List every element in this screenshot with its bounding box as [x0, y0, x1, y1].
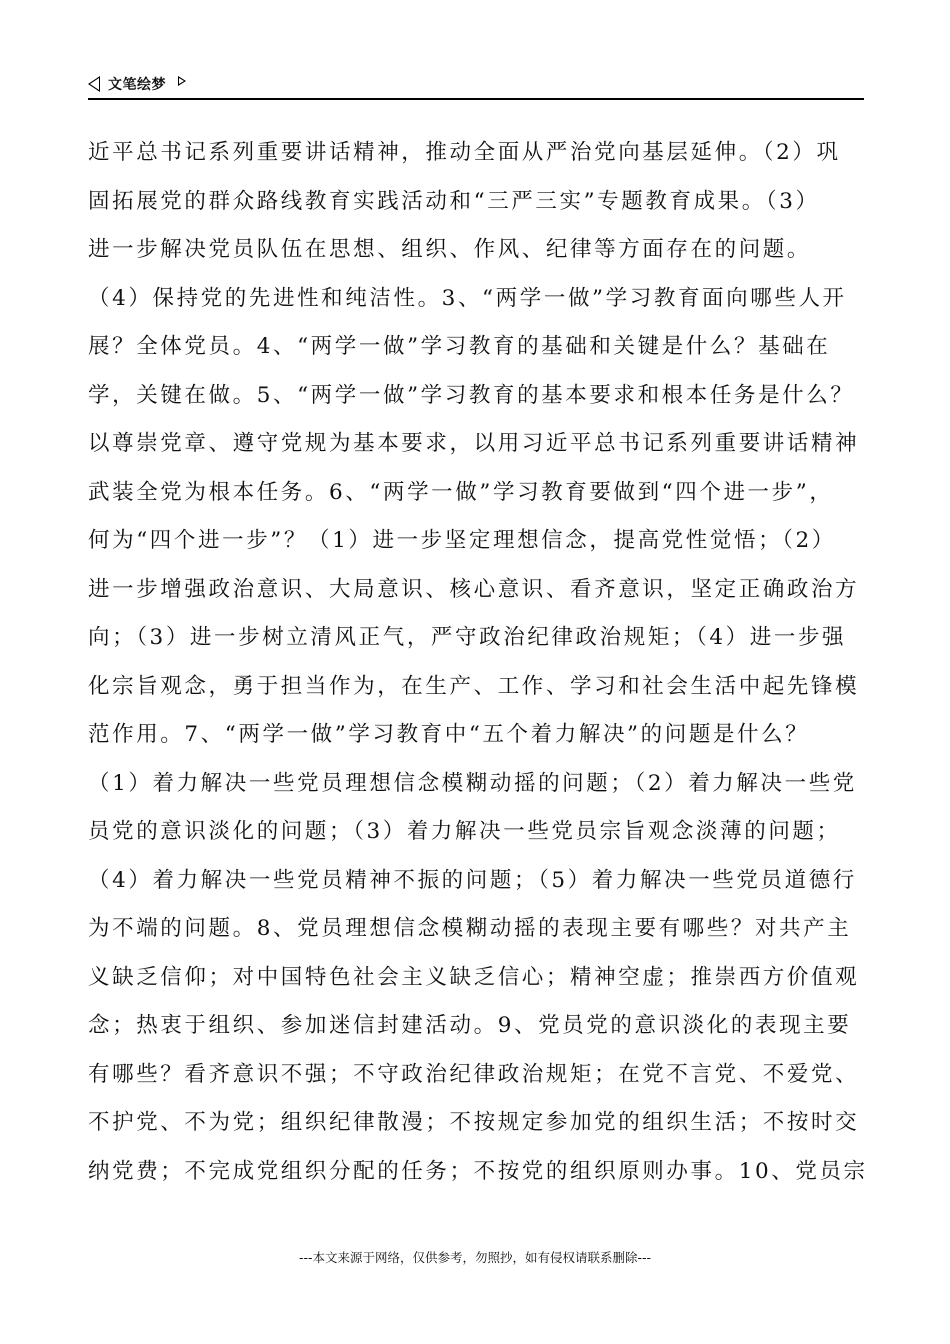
- text-line: （4）保持党的先进性和纯洁性。3、“两学一做”学习教育面向哪些人开: [88, 285, 847, 311]
- text-line: 员党的意识淡化的问题；（3）着力解决一些党员宗旨观念淡薄的问题；: [88, 819, 841, 844]
- text-line: 有哪些？看齐意识不强；不守政治纪律政治规矩；在党不言党、不爱党、: [88, 1061, 860, 1087]
- header-title: 文笔绘梦: [108, 77, 166, 93]
- document-body: [88, 133, 868, 1200]
- text-line: （4）着力解决一些党员精神不振的问题；（5）着力解决一些党员道德行: [88, 867, 857, 893]
- text-line: （1）着力解决一些党员理想信念模糊动摇的问题；（2）着力解决一些党: [88, 770, 857, 796]
- text-line: 纳党费；不完成党组织分配的任务；不按党的组织原则办事。10、党员宗: [88, 1158, 868, 1184]
- text-line: 固拓展党的群众路线教育实践活动和“三严三实”专题教育成果。（3）: [88, 188, 820, 214]
- text-line: 为不端的问题。8、党员理想信念模糊动摇的表现主要有哪些？对共产主: [88, 916, 852, 941]
- text-line: 义缺乏信仰；对中国特色社会主义缺乏信心；精神空虚；推崇西方价值观: [88, 964, 860, 990]
- text-line: 武装全党为根本任务。6、“两学一做”学习教育要做到“四个进一步”，: [88, 479, 834, 505]
- text-line: 近平总书记系列重要讲话精神，推动全面从严治党向基层延伸。（2）巩: [88, 140, 841, 165]
- text-line: 念；热衷于组织、参加迷信封建活动。9、党员党的意识淡化的表现主要: [88, 1013, 852, 1038]
- text-line: 学，关键在做。5、“两学一做”学习教育的基本要求和根本任务是什么？: [88, 382, 855, 408]
- triangle-left-icon: [88, 76, 100, 92]
- text-line: 进一步增强政治意识、大局意识、核心意识、看齐意识，坚定正确政治方: [88, 576, 860, 602]
- text-line: 进一步解决党员队伍在思想、组织、作风、纪律等方面存在的问题。: [88, 237, 812, 262]
- text-line: 何为“四个进一步”？（1）进一步坚定理想信念，提高党性觉悟；（2）: [88, 528, 836, 553]
- page-header: [88, 72, 864, 100]
- text-line: 范作用。7、“两学一做”学习教育中“五个着力解决”的问题是什么？: [88, 722, 810, 747]
- triangle-right-icon: [178, 76, 186, 86]
- text-line: 展？全体党员。4、“两学一做”学习教育的基础和关键是什么？基础在: [88, 334, 831, 359]
- page-footer: ---本文来源于网络，仅供参考，勿照抄，如有侵权请联系删除---: [298, 1250, 652, 1265]
- text-line: 化宗旨观念，勇于担当作为，在生产、工作、学习和社会生活中起先锋模: [88, 673, 860, 699]
- text-line: 不护党、不为党；组织纪律散漫；不按规定参加党的组织生活；不按时交: [88, 1110, 860, 1135]
- text-line: 向；（3）进一步树立清风正气，严守政治纪律政治规矩；（4）进一步强: [88, 625, 847, 650]
- text-line: 以尊崇党章、遵守党规为基本要求，以用习近平总书记系列重要讲话精神: [88, 431, 860, 456]
